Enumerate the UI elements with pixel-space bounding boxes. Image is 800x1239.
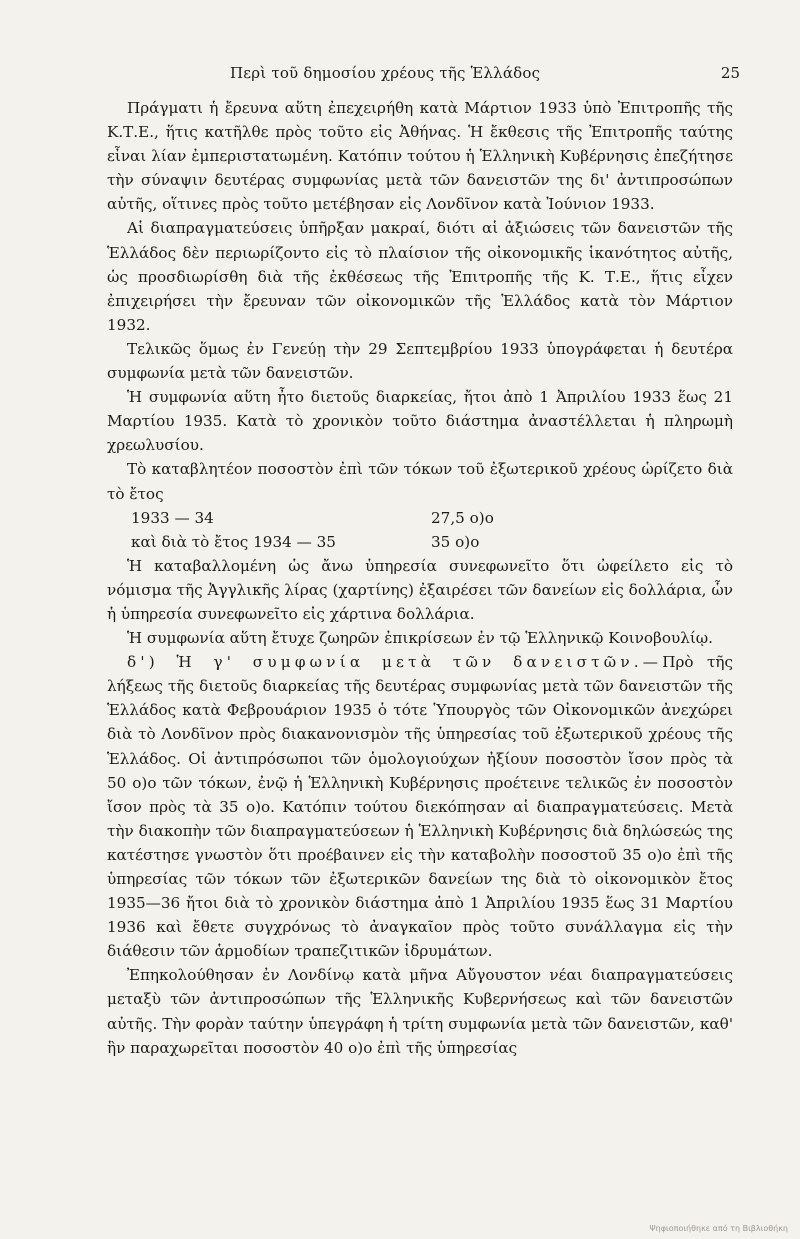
section-heading: δ') Ἡ γ' συμφωνία μετὰ τῶν δανειστῶν.— (127, 653, 663, 672)
page-header (100, 64, 740, 88)
paragraph: Ἡ συμφωνία αὕτη ἔτυχε ζωηρῶν ἐπικρίσεων ἐν τῷ Ἑλληνικῷ Κοινοβουλίῳ. (127, 629, 714, 648)
paragraph: Ἡ συμφωνία αὕτη ἦτο διετοῦς διαρκείας, ἤτοι ἀπὸ 1 Ἀπριλίου 1933 ἕως 21 Μαρτίου 1935. Κατὰ τὸ χρονικὸν τοῦτο διάστημα ἀναστέλλεται ἡ πληρωμὴ χρεωλυσίου. (107, 388, 733, 455)
rate-row (107, 506, 733, 530)
running-head: Περὶ τοῦ δημοσίου χρέους τῆς Ἑλλάδος (230, 64, 541, 82)
digitization-note: Ψηφιοποιήθηκε από τη Βιβλιοθήκη (649, 1224, 788, 1233)
section-text: Πρὸ τῆς λήξεως τῆς διετοῦς διαρκείας τῆς δευτέρας συμφωνίας μετὰ τῶν δανειστῶν τῆς Ἑλλάδος κατὰ Φεβρουάριον 1935 ὁ τότε Ὑπουργὸς τῶν Οἰκονομικῶν ἀνεχώρει διὰ τὸ Λονδῖνον πρὸς διακανονισμὸν τῆς ὑπηρεσίας τοῦ ἐξωτερικοῦ χρέους τῆς Ἑλλάδος. Οἱ ἀντιπρόσωποι τῶν ὁμολογιούχων ἠξίουν ποσοστὸν ἴσον πρὸς τὰ 50 ο)ο τῶν τόκων, ἐνῷ ἡ Ἑλληνικὴ Κυβέρνησις προέτεινε τελικῶς ἐν ποσοστὸν ἴσον πρὸς τὰ 35 ο)ο. Κατόπιν τούτου διεκόπησαν αἱ διαπραγματεύσεις. Μετὰ τὴν διακοπὴν τῶν διαπραγματεύσεων ἡ Ἑλληνικὴ Κυβέρνησις διὰ δηλώσεώς της κατέστησε γνωστὸν ὅτι προέβαινεν εἰς τὴν καταβολὴν ποσοστοῦ 35 ο)ο ἐπὶ τῆς ὑπηρεσίας τῶν τόκων τῶν ἐξωτερικῶν δανείων της διὰ τὸ οἰκονομικὸν ἔτος 1935—36 ἤτοι διὰ τὸ χρονικὸν διάστημα ἀπὸ 1 Ἀπριλίου 1935 ἕως 31 Μαρτίου 1936 καὶ ἔθετε συγχρόνως τὸ ἀναγκαῖον πρὸς τοῦτο συνάλλαγμα εἰς τὴν διάθεσιν τῶν ἁρμοδίων τραπεζιτικῶν ἱδρυμάτων. (107, 653, 733, 961)
body-text (107, 96, 733, 1060)
rate-label: καὶ διὰ τὸ ἔτος 1934 — 35 (131, 532, 336, 551)
paragraph: Ἐπηκολούθησαν ἐν Λονδίνῳ κατὰ μῆνα Αὔγουστον νέαι διαπραγματεύσεις μεταξὺ τῶν ἀντιπροσώπων τῆς Ἑλληνικῆς Κυβερνήσεως καὶ τῶν δανειστῶν αὐτῆς. Τὴν φορὰν ταύτην ὑπεγράφη ἡ τρίτη συμφωνία μετὰ τῶν δανειστῶν, καθ' ἣν παραχωρεῖται ποσοστὸν 40 ο)ο ἐπὶ τῆς ὑπηρεσίας (107, 966, 733, 1057)
rate-value: 27,5 ο)ο (431, 508, 494, 527)
paragraph: Τὸ καταβλητέον ποσοστὸν ἐπὶ τῶν τόκων τοῦ ἐξωτερικοῦ χρέους ὡρίζετο διὰ τὸ ἔτος (107, 460, 733, 503)
paragraph: Ἡ καταβαλλομένη ὡς ἄνω ὑπηρεσία συνεφωνεῖτο ὅτι ὠφείλετο εἰς τὸ νόμισμα τῆς Ἀγγλικῆς λίρας (χαρτίνης) ἐξαιρέσει τῶν δανείων εἰς δολλάρια, ὧν ἡ ὑπηρεσία συνεφωνεῖτο εἰς χάρτινα δολλάρια. (107, 556, 733, 623)
paragraph: Αἱ διαπραγματεύσεις ὑπῆρξαν μακραί, διότι αἱ ἀξιώσεις τῶν δανειστῶν τῆς Ἑλλάδος δὲν περιωρίζοντο εἰς τὸ πλαίσιον τῆς οἰκονομικῆς ἱκανότητος αὐτῆς, ὡς προσδιωρίσθη διὰ τῆς ἐκθέσεως τῆς Ἐπιτροπῆς τῆς Κ. Τ.Ε., ἥτις εἶχεν ἐπιχειρήσει τὴν ἔρευναν τῶν οἰκονομικῶν τῆς Ἑλλάδος κατὰ τὸν Μάρτιον 1932. (107, 219, 733, 334)
paragraph: Τελικῶς ὅμως ἐν Γενεύῃ τὴν 29 Σεπτεμβρίου 1933 ὑπογράφεται ἡ δευτέρα συμφωνία μετὰ τῶν δανειστῶν. (107, 339, 733, 383)
section-d-paragraph (107, 650, 733, 963)
rate-label: 1933 — 34 (131, 508, 214, 527)
rate-value: 35 ο)ο (431, 532, 480, 551)
paragraph: Πράγματι ἡ ἔρευνα αὕτη ἐπεχειρήθη κατὰ Μάρτιον 1933 ὑπὸ Ἐπιτροπῆς τῆς Κ.Τ.Ε., ἥτις κατῆλθε πρὸς τοῦτο εἰς Ἀθήνας. Ἡ ἔκθεσις τῆς Ἐπιτροπῆς ταύτης εἶναι λίαν ἐμπεριστατωμένη. Κατόπιν τούτου ἡ Ἑλληνικὴ Κυβέρνησις ἐπεζήτησε τὴν σύναψιν δευτέρας συμφωνίας μετὰ τῶν δανειστῶν της δι' ἀντιπροσώπων αὐτῆς, οἵτινες πρὸς τοῦτο μετέβησαν εἰς Λονδῖνον κατὰ Ἰούνιον 1933. (107, 99, 733, 214)
rate-row (107, 530, 733, 554)
page-number: 25 (720, 64, 740, 82)
